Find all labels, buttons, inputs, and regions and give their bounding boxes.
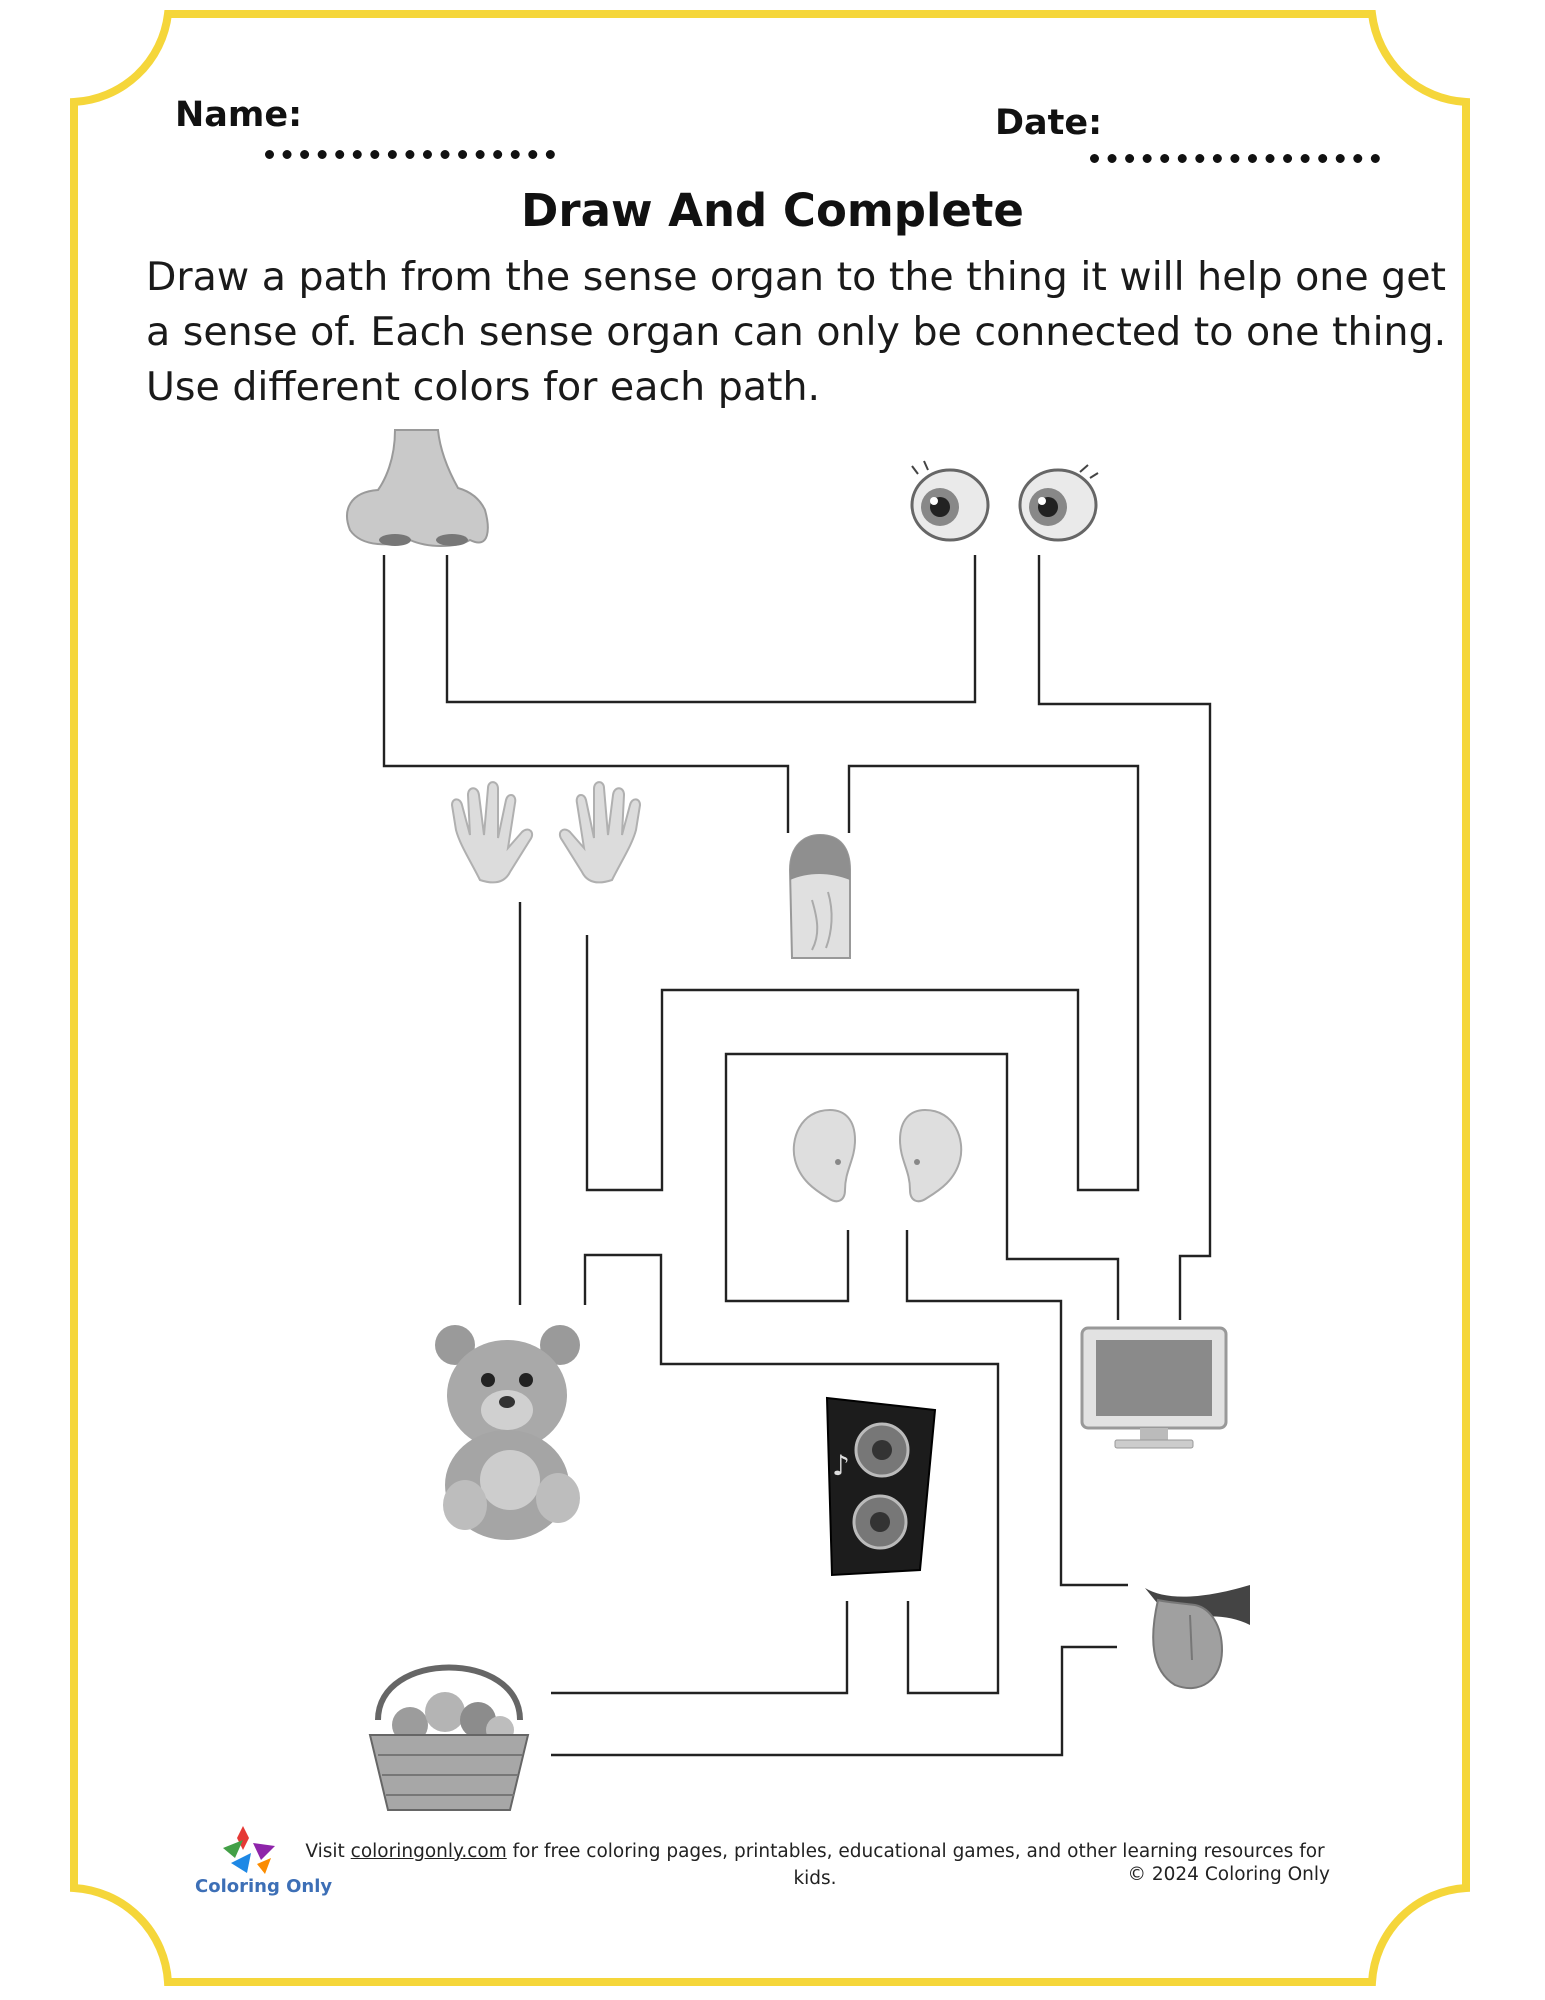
footer-visit: Visit [305,1841,345,1862]
hands-icon [452,782,640,882]
page-title: Draw And Complete [521,184,1024,237]
teddy-bear-icon [435,1325,580,1540]
monitor-icon [1082,1328,1226,1448]
nose-icon [347,430,488,546]
instruction-line: a sense of. Each sense organ can only be connected to one thing. [146,309,1447,355]
ears-icon [794,1110,961,1201]
fruit-basket-icon [370,1668,528,1811]
name-label: Name: [175,95,303,135]
coloringonly-link[interactable]: coloringonly.com [350,1841,507,1862]
skin-icon [790,835,850,958]
eyes-icon [912,461,1098,540]
instruction-line: Use different colors for each path. [146,364,821,410]
footer-visit-suffix: for free coloring pages, printables, educational games, and other learning resources for kids. [512,1841,1325,1889]
logo-text: Coloring Only [195,1876,333,1897]
tongue-icon [1145,1585,1250,1688]
svg-text:♪: ♪ [832,1449,850,1482]
instruction-line: Draw a path from the sense organ to the thing it will help one get [146,254,1447,300]
coloring-only-logo-icon [213,1818,293,1878]
date-label: Date: [995,103,1103,143]
speaker-icon [827,1398,935,1575]
copyright: © 2024 Coloring Only [1127,1864,1330,1885]
